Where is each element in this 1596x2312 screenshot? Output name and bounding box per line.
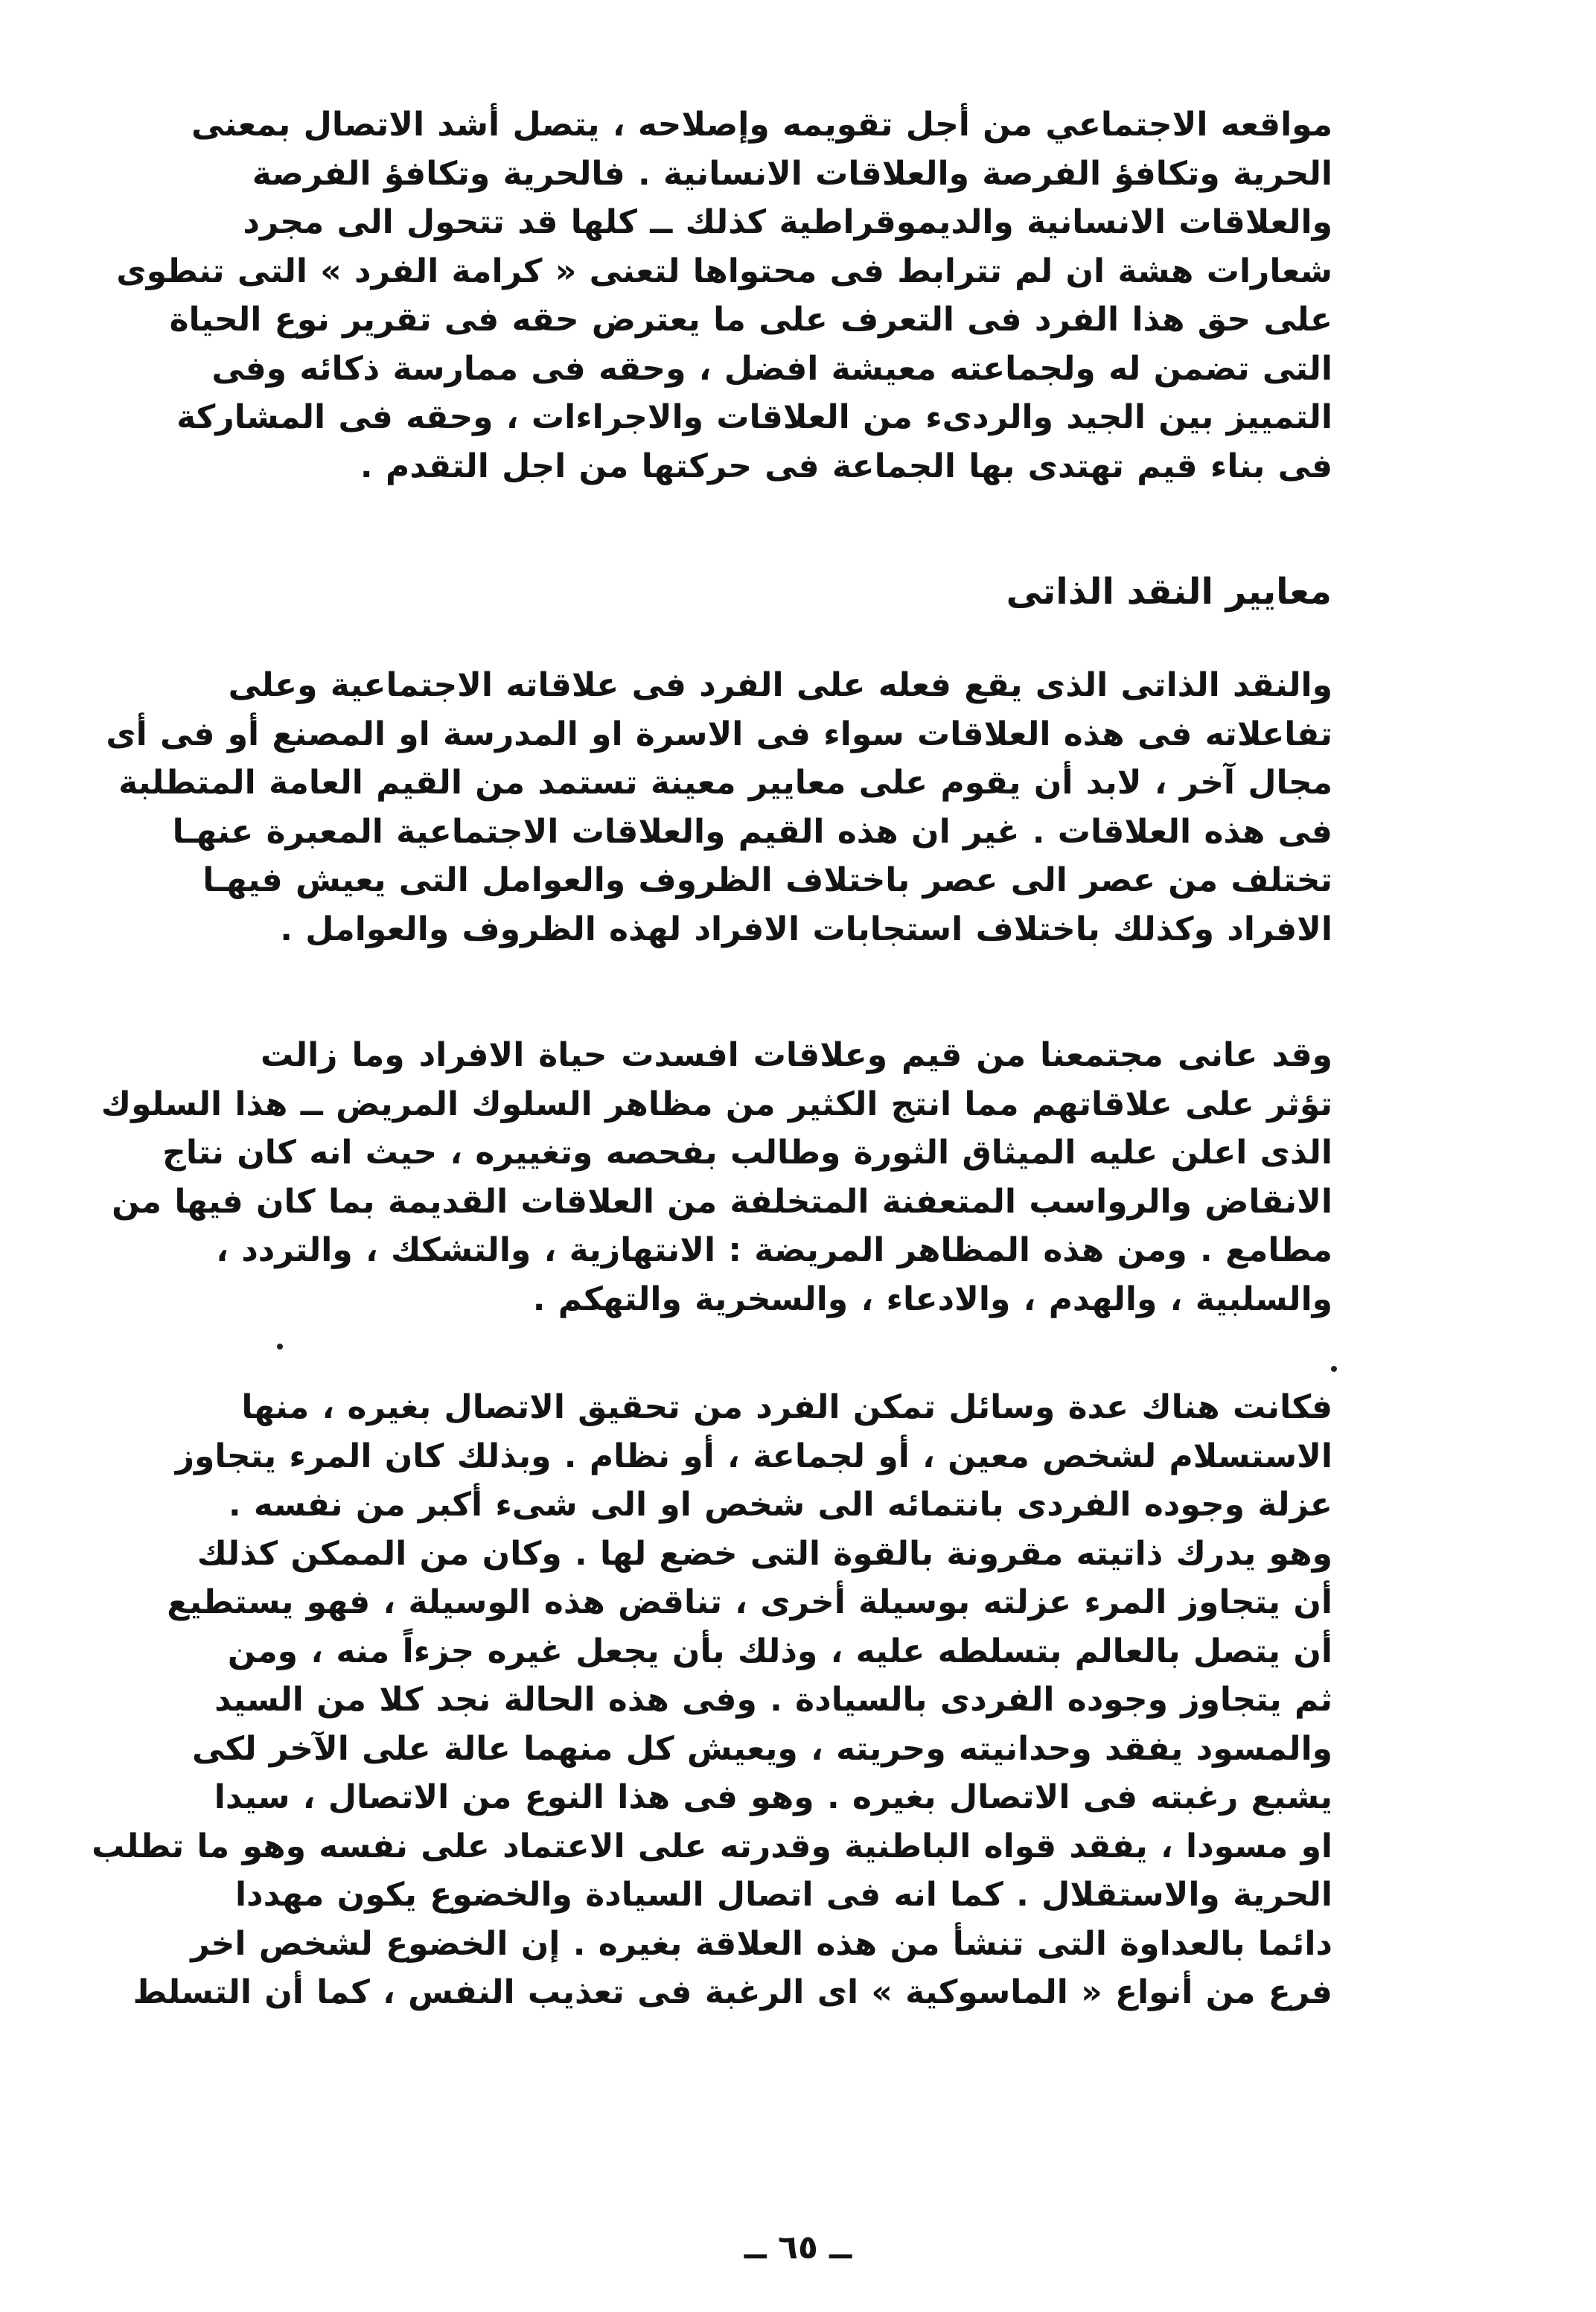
paragraph-means-of-connection	[92, 1383, 1332, 2017]
paragraph-intro	[116, 100, 1332, 491]
text-line: تفاعلاته فى هذه العلاقات سواء فى الاسرة او المدرسة او المصنع أو فى أى	[106, 715, 1332, 753]
paragraph-self-criticism	[106, 661, 1332, 954]
section-heading: معايير النقد الذاتى	[1006, 571, 1332, 613]
scan-speck	[1331, 1366, 1337, 1372]
text-line: الافراد وكذلك باختلاف استجابات الافراد لهذه الظروف والعوامل .	[280, 910, 1332, 948]
text-line: يشبع رغبته فى الاتصال بغيره . وهو فى هذا النوع من الاتصال ، سيدا	[214, 1778, 1332, 1816]
text-line: الذى اعلن عليه الميثاق الثورة وطالب بفحصه وتغييره ، حيث انه كان نتاج	[162, 1134, 1332, 1172]
text-line: عزلة وجوده الفردى بانتمائه الى شخص او الى شىء أكبر من نفسه .	[228, 1486, 1332, 1524]
text-line: مواقعه الاجتماعي من أجل تقويمه وإصلاحه ، يتصل أشد الاتصال بمعنى	[191, 106, 1332, 144]
page-number: ــ ٦٥ ــ	[744, 2229, 852, 2267]
text-line: ثم يتجاوز وجوده الفردى بالسيادة . وفى هذه الحالة نجد كلا من السيد	[214, 1681, 1332, 1719]
text-line: الاستسلام لشخص معين ، أو لجماعة ، أو نظام . وبذلك كان المرء يتجاوز	[175, 1437, 1332, 1475]
text-line: فى بناء قيم تهتدى بها الجماعة فى حركتها من اجل التقدم .	[360, 447, 1332, 485]
text-line: وهو يدرك ذاتيته مقرونة بالقوة التى خضع لها . وكان من الممكن كذلك	[197, 1534, 1332, 1573]
text-line: الانقاض والرواسب المتعفنة المتخلفة من العلاقات القديمة بما كان فيها من	[112, 1182, 1332, 1221]
text-line: تختلف من عصر الى عصر باختلاف الظروف والعوامل التى يعيش فيهـا	[202, 861, 1332, 899]
paragraph-society	[100, 1031, 1332, 1323]
text-line: الحرية وتكافؤ الفرصة والعلاقات الانسانية . فالحرية وتكافؤ الفرصة	[252, 154, 1332, 193]
text-line: والمسود يفقد وحدانيته وحريته ، ويعيش كل منهما عالة على الآخر لكى	[191, 1729, 1332, 1768]
text-line: والعلاقات الانسانية والديموقراطية كذلك ــ كلها قد تتحول الى مجرد	[243, 203, 1332, 241]
text-line: مطامع . ومن هذه المظاهر المريضة : الانتهازية ، والتشكك ، والتردد ،	[216, 1231, 1332, 1269]
text-line: فكانت هناك عدة وسائل تمكن الفرد من تحقيق الاتصال بغيره ، منها	[241, 1388, 1332, 1426]
text-line: فى هذه العلاقات . غير ان هذه القيم والعلاقات الاجتماعية المعبرة عنهـا	[172, 812, 1332, 851]
text-line: دائما بالعداوة التى تنشأ من هذه العلاقة بغيره . إن الخضوع لشخص اخر	[191, 1924, 1332, 1963]
text-line: أن يتجاوز المرء عزلته بوسيلة أخرى ، تناقض هذه الوسيلة ، فهو يستطيع	[167, 1583, 1332, 1621]
text-line: شعارات هشة ان لم تترابط فى محتواها لتعنى « كرامة الفرد » التى تنطوى	[116, 252, 1332, 290]
text-line: والسلبية ، والهدم ، والادعاء ، والسخرية والتهكم .	[532, 1280, 1332, 1318]
text-line: او مسودا ، يفقد قواه الباطنية وقدرته على الاعتماد على نفسه وهو ما تطلب	[92, 1827, 1332, 1865]
text-line: التمييز بين الجيد والردىء من العلاقات والاجراءات ، وحقه فى المشاركة	[176, 398, 1332, 436]
text-line: أن يتصل بالعالم بتسلطه عليه ، وذلك بأن يجعل غيره جزءاً منه ، ومن	[227, 1632, 1332, 1670]
text-line: التى تضمن له ولجماعته معيشة افضل ، وحقه فى ممارسة ذكائه وفى	[211, 349, 1332, 388]
scan-speck	[277, 1344, 283, 1350]
text-line: الحرية والاستقلال . كما انه فى اتصال السيادة والخضوع يكون مهددا	[234, 1876, 1332, 1914]
text-line: فرع من أنواع « الماسوكية » اى الرغبة فى تعذيب النفس ، كما أن التسلط	[133, 1973, 1332, 2011]
text-line: تؤثر على علاقاتهم مما انتج الكثير من مظاهر السلوك المريض ــ هذا السلوك	[100, 1085, 1332, 1123]
text-line: وقد عانى مجتمعنا من قيم وعلاقات افسدت حياة الافراد وما زالت	[261, 1036, 1332, 1074]
text-line: على حق هذا الفرد فى التعرف على ما يعترض حقه فى تقرير نوع الحياة	[169, 301, 1332, 339]
text-line: والنقد الذاتى الذى يقع فعله على الفرد فى علاقاته الاجتماعية وعلى	[228, 666, 1332, 704]
text-line: مجال آخر ، لابد أن يقوم على معايير معينة تستمد من القيم العامة المتطلبة	[118, 764, 1332, 802]
